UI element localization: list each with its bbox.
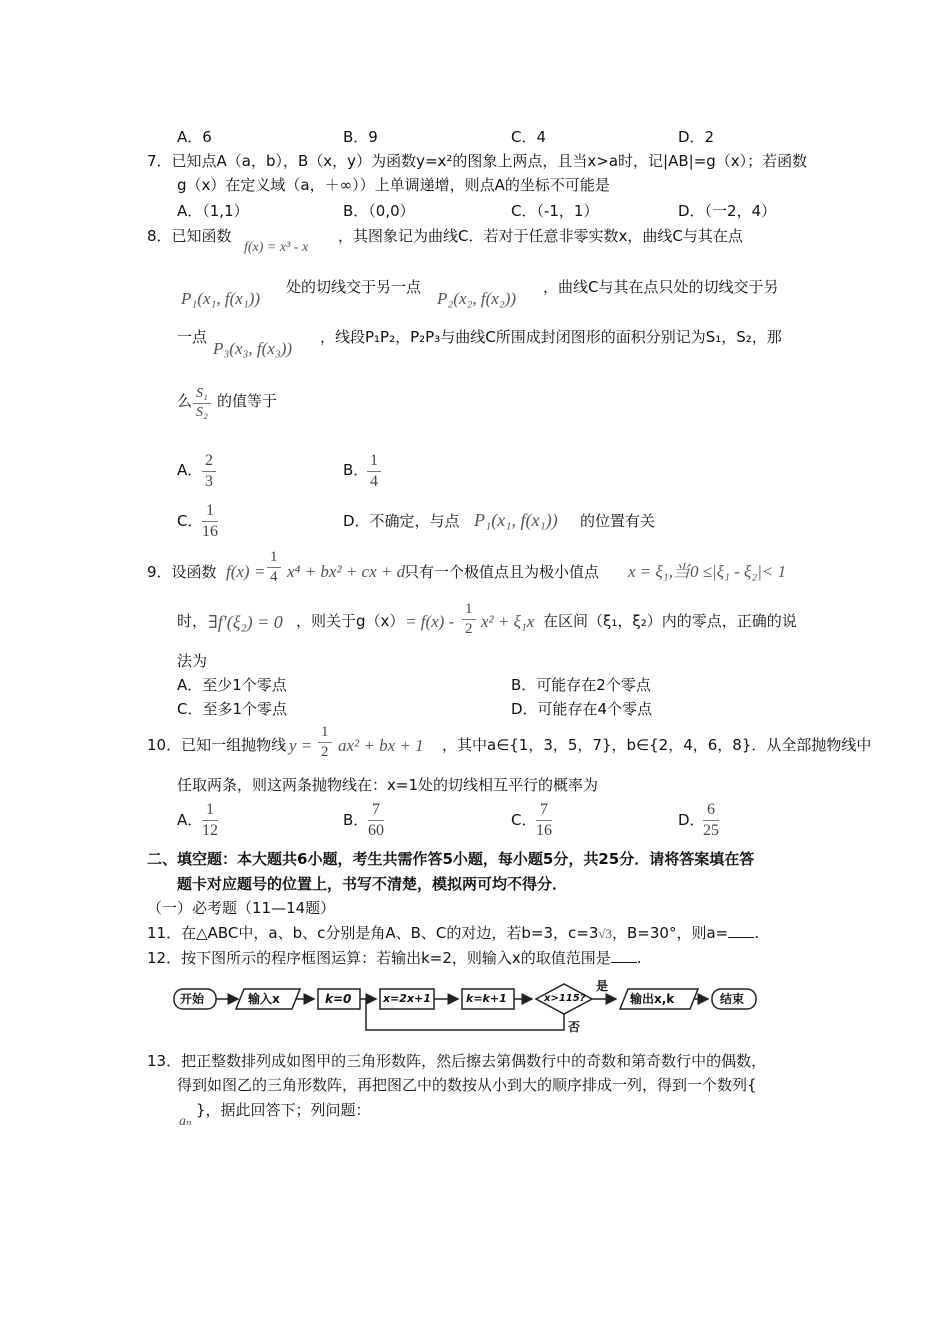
q8-option-d-tail: 的位置有关: [580, 512, 656, 530]
flow-input-label: 输入x: [248, 992, 280, 1006]
q8-option-a: A．: [177, 461, 203, 479]
q10-option-a: A．: [177, 811, 203, 829]
section2-heading-line2: 题卡对应题号的位置上，书写不清楚，模拟两可均不得分．: [177, 875, 568, 893]
q11-text: [147, 924, 759, 942]
q8-text-1: ，其图象记为曲线C．若对于任意非零实数x，曲线C与其在点: [338, 227, 743, 245]
q8-text-2: 处的切线交于另一点: [286, 278, 422, 296]
q9-function-frac: $\frac{1}{4}$: [267, 549, 281, 586]
q11-end: .: [754, 924, 760, 942]
q8-option-d: D．不确定，与点: [343, 512, 460, 530]
q7-option-d: D．（一2，4）: [678, 202, 777, 220]
q9-function-right: x⁴ + bx² + cx + d: [287, 562, 406, 581]
q6-option-b: B．9: [343, 128, 378, 146]
flow-x-label: x=2x+1: [383, 992, 431, 1005]
flow-yes-label: 是: [596, 979, 609, 993]
q12-answer-blank[interactable]: [611, 950, 637, 963]
flow-k1-label: k=k+1: [466, 992, 507, 1005]
q10-eq-left: y =: [289, 736, 313, 755]
flow-no-label: 否: [568, 1020, 581, 1034]
q9-g-left: = f(x) -: [405, 612, 455, 631]
q9-option-a: A．至少1个零点: [177, 676, 287, 694]
q9-option-d: D．可能存在4个零点: [511, 700, 653, 718]
q6-option-d: D．2: [678, 128, 715, 146]
q6-option-c: C．4: [511, 128, 547, 146]
q13-line1: 13．把正整数排列成如图甲的三角形数阵，然后擦去第偶数行中的奇数和第奇数行中的偶数，: [147, 1052, 767, 1070]
q9-function-left: f(x) =: [226, 562, 266, 581]
q7-line1: 7．已知点A（a，b），B（x，y）为函数y=x²的图象上两点，且当x>a时，记|AB|=g（x）；若函数: [147, 152, 808, 170]
q9-text-4: 在区间（ξ₁，ξ₂）内的零点，正确的说: [543, 612, 797, 630]
q9-g-frac: $\frac{1}{2}$: [462, 601, 476, 638]
q11-answer-blank[interactable]: [728, 925, 754, 938]
q10-eq-frac: $\frac{1}{2}$: [318, 724, 332, 761]
q9-option-c: C．至多1个零点: [177, 700, 288, 718]
q12-body: 12．按下图所示的程序框图运算：若输出k=2，则输入x的取值范围是: [147, 949, 611, 967]
q9-text-1: 只有一个极值点且为极小值点: [404, 563, 600, 581]
q10-option-a-frac: $\frac{1}{12}$: [202, 801, 218, 839]
q7-option-c: C．（-1，1）: [511, 202, 599, 220]
q7-line2: g（x）在定义域（a，＋∞））上单调递增，则点A的坐标不可能是: [177, 176, 610, 194]
flowchart-svg: [172, 978, 780, 1040]
q8-option-b-frac: $\frac{1}{4}$: [367, 452, 381, 491]
q7-option-a: A．（1,1）: [177, 202, 249, 220]
q8-ratio: [193, 386, 211, 421]
flow-end-label: 结束: [720, 992, 745, 1006]
q8-function: f(x) = x³ - x: [244, 240, 309, 255]
q8-option-c: C．: [177, 512, 203, 530]
q12-end: .: [636, 949, 642, 967]
flow-start-label: 开始: [180, 992, 205, 1006]
section2-subheading: （一）必考题（11—14题）: [147, 899, 336, 917]
q10-eq-right: ax² + bx + 1: [338, 736, 424, 755]
q7-option-b: B．（0,0）: [343, 202, 415, 220]
q10-option-c: C．: [511, 811, 537, 829]
section2-heading: 二、填空题：本大题共6小题，考生共需作答5小题，每小题5分，共25分．请将答案填在答: [147, 850, 755, 868]
q8-text-5: ，线段P₁P₂，P₂P₃与曲线C所围成封闭图形的面积分别记为S₁，S₂，那: [320, 328, 782, 346]
q8-point-p1: P₁(x₁, f(x₁)): [181, 289, 261, 308]
q8-option-b: B．: [343, 461, 369, 479]
q11-tail: ，B=30°，则a=: [612, 924, 729, 942]
q8-option-a-frac: $\frac{2}{3}$: [202, 452, 216, 491]
q9-condition: x = ξ₁,当0 ≤|ξ₁ - ξ₂|< 1: [628, 562, 787, 581]
q10-option-b: B．: [343, 811, 369, 829]
q13-sequence-symbol: aₙ: [179, 1114, 192, 1129]
q10-option-b-frac: $\frac{7}{60}$: [368, 801, 384, 839]
q9-intro: 9．设函数: [147, 563, 217, 581]
q10-text-2: 任取两条，则这两条抛物线在：x=1处的切线相互平行的概率为: [177, 776, 598, 794]
q9-text-2: 时，: [177, 612, 208, 630]
q12-text: [147, 949, 642, 967]
q13-line2: 得到如图乙的三角形数阵，再把图乙中的数按从小到大的顺序排成一列，得到一个数列{: [177, 1076, 757, 1094]
q10-intro: 10．已知一组抛物线: [147, 736, 287, 754]
q8-option-c-frac: $\frac{1}{16}$: [202, 502, 218, 540]
q11-sqrt: √3: [598, 926, 613, 941]
q8-text-4: 一点: [177, 328, 208, 346]
q8-ratio-den: S₂: [196, 405, 208, 420]
q8-option-d-point: P₁(x₁, f(x₁)): [474, 510, 558, 530]
q10-option-d: D．: [678, 811, 705, 829]
q9-exists: ∃f′(ξ₂) = 0: [208, 612, 283, 632]
q8-ratio-num: S₁: [193, 386, 211, 404]
flow-output-label: 输出x,k: [630, 992, 675, 1006]
program-flowchart: [172, 978, 780, 1040]
q8-intro: 8．已知函数: [147, 227, 232, 245]
q11-body: 11．在△ABC中，a、b、c分别是角A、B、C的对边，若b=3，c=3: [147, 924, 599, 942]
q10-option-c-frac: $\frac{7}{16}$: [536, 801, 552, 839]
q6-option-a: A．6: [177, 128, 212, 146]
q8-point-p2: P₂(x₂, f(x₂)): [437, 289, 517, 308]
q9-g-right: x² + ξ₁x: [481, 612, 535, 631]
q13-line3: }，据此回答下；列问题：: [196, 1101, 371, 1119]
q9-text-3: ，则关于g（x）: [296, 612, 405, 630]
q8-text-6: 么: [177, 392, 193, 410]
q10-text-1: ，其中a∈{1，3，5，7}，b∈{2，4，6，8}．从全部抛物线中: [442, 736, 872, 754]
q8-text-3: ，曲线C与其在点只处的切线交于另: [543, 278, 779, 296]
q9-option-b: B．可能存在2个零点: [511, 676, 651, 694]
q8-point-p3: P₃(x₃, f(x₃)): [213, 339, 293, 358]
flow-condition-label: x>115?: [544, 993, 586, 1004]
q9-text-5: 法为: [177, 652, 208, 670]
q8-text-7: 的值等于: [217, 392, 278, 410]
q10-option-d-frac: $\frac{6}{25}$: [703, 801, 719, 839]
flow-k0-label: k=0: [325, 992, 352, 1006]
